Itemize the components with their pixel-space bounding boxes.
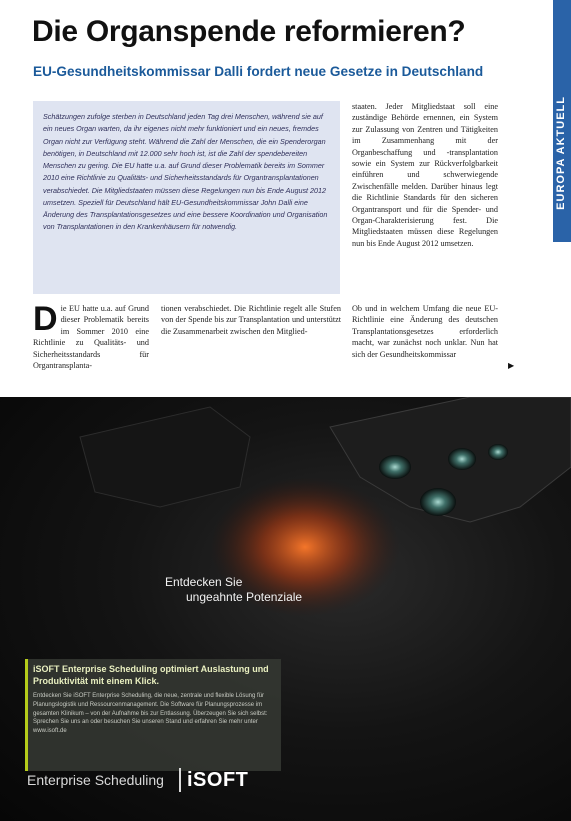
- teaser-text: Schätzungen zufolge sterben in Deutschland jeden Tag drei Menschen, während sie auf ein neues Organ warten, da ihr eigenes nicht mehr funktioniert und ein neues, fremdes Organ nicht zur Verfügung steht. Während die Zahl der Menschen, die ein Spenderorgan benötigen, in Deutschland mit 12.000 sehr hoch ist, ist die Zahl der spendebereiten Menschen zu gering. Die EU hatte u.a. auf Grund dieser Problematik bereits im Sommer 2010 eine Richtlinie zu Qualitäts- und Sicherheitsstandards für Organtransplantationen verabschiedet. Die Mitgliedstaaten müssen diese Regelungen nun bis Ende August 2012 umsetzen. Speziell für Deutschland hält EU-Gesundheitskommissar John Dalli eine Änderung des Transplantationsgesetzes und eine bessere Koordination und Organisation von Transplantationen in den Krankenhäusern für notwendig.: [43, 112, 328, 232]
- lens-2: [448, 448, 476, 470]
- ad-info-box: [25, 659, 281, 771]
- body-column-1: [33, 303, 149, 373]
- section-tab: [553, 0, 571, 242]
- lens-1: [379, 455, 411, 479]
- body-column-1-copy: ie EU hatte u.a. auf Grund dieser Problematik bereits im Sommer 2010 eine Richtlinie zu Qualitäts- und Sicherheitsstandards für Organtransplanta-: [33, 304, 149, 371]
- ad-divider: [179, 768, 181, 792]
- article-subhead: EU-Gesundheitskommissar Dalli fordert neue Gesetze in Deutschland: [33, 64, 484, 79]
- teaser-box: [33, 101, 340, 294]
- ad-box-headline: iSOFT Enterprise Scheduling optimiert Auslastung und Produktivität mit einem Klick.: [33, 664, 269, 686]
- body-column-3-text: Ob und in welchem Umfang die neue EU-Richtlinie eine Änderung des deutschen Transplantationsgesetzes erforderlich macht, war zunächst noch unklar. Nun hat sich der Gesundheitskommissar: [352, 304, 498, 359]
- body-column-1-text: [33, 303, 149, 371]
- lens-4: [420, 488, 456, 516]
- body-column-2: [161, 303, 341, 373]
- advertisement: [0, 397, 571, 821]
- isoft-logo: iSOFT: [187, 769, 249, 791]
- body-column-3: [352, 303, 498, 373]
- ad-tagline-1: Entdecken Sie: [165, 575, 243, 589]
- article-headline: Die Organspende reformieren?: [32, 15, 466, 48]
- right-column-top-text: staaten. Jeder Mitgliedstaat soll eine zuständige Behörde ernennen, ein System zur Zulassung von Zentren und Tätigkeiten im Zusammenhang mit der Organbeschaffung und -transplantation sowie ein System zur Rückverfolgbarkeit einführen und schwerwiegende Zwischenfälle melden. Darüber hinaus legt die Richtlinie Standards für den sicheren Organtransport und für die Spender- und Organ-Charakterisierung fest. Die Mitgliedstaaten müssen diese Regelungen nun bis Ende August 2012 umsetzen.: [352, 102, 498, 248]
- right-column-top: [352, 101, 498, 289]
- body-column-2-text: tionen verabschiedet. Die Richtlinie regelt alle Stufen von der Spende bis zur Transplantation und unterstützt die Zusammenarbeit zwischen den Mitglied-: [161, 304, 341, 336]
- section-tab-label: EUROPA AKTUELL: [555, 96, 567, 210]
- lens-3: [488, 444, 508, 460]
- dropcap: D: [33, 303, 58, 338]
- ad-box-body: Entdecken Sie iSOFT Enterprise Scheduling, die neue, zentrale und flexible Lösung für Planungslogistik und Ressourcenmanagement. Die Software für Planungsprozesse im gesamten Klinikum – von der Aufnahme bis zur Entlassung. Überzeugen Sie sich selbst: Sprechen Sie uns an oder besuchen Sie unseren Stand und erfahren Sie mehr unter www.isoft.de: [33, 693, 268, 735]
- ad-footer: [27, 768, 287, 792]
- ad-product-name: Enterprise Scheduling: [27, 772, 164, 788]
- continue-arrow-icon: ▶: [508, 361, 515, 370]
- ad-tagline-2: ungeahnte Potenziale: [186, 590, 303, 604]
